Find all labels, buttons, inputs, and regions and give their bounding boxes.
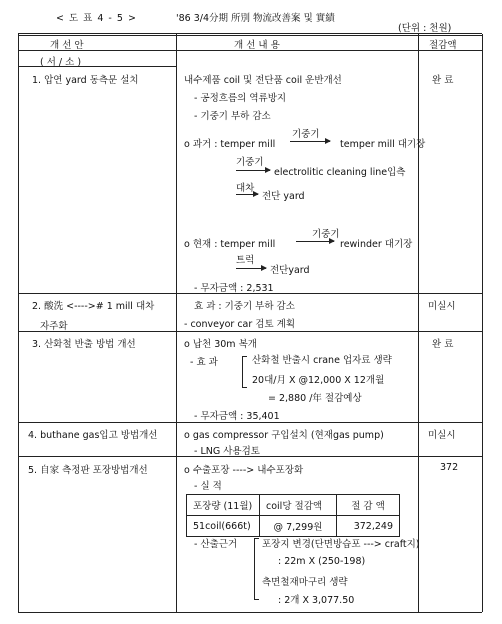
row1-present-label: o 현재 : temper mill	[184, 239, 276, 250]
row4-result: 미실시	[428, 430, 456, 441]
table-cell: 51coil(666t)	[187, 516, 260, 537]
table-row	[187, 516, 400, 537]
row5-result: 372	[440, 462, 459, 473]
row3-name: 3. 산화철 반출 방법 개선	[32, 339, 136, 350]
table-cell: @ 7,299원	[260, 516, 337, 537]
row5-basis-label: - 산출근거	[194, 539, 238, 550]
arrow4	[296, 241, 334, 242]
arrow4-label: 기중기	[312, 229, 340, 240]
row5-basis4: : 2개 X 3,077.50	[278, 595, 355, 606]
row4-line2: - LNG 사용검토	[194, 446, 260, 457]
row1-line2: - 공정흐름의 역류방지	[194, 93, 287, 104]
row1-result: 완 료	[432, 75, 454, 86]
row2-line1: 효 과 : 기중기 부하 감소	[194, 301, 295, 312]
table-cell: 372,249	[337, 516, 400, 537]
table-top-border	[18, 33, 482, 36]
row5-basis3: 측면철재마구리 생략	[262, 577, 348, 588]
table-row	[187, 495, 400, 516]
table-header-cell: coil당 절감액	[260, 495, 337, 516]
arrow3	[236, 194, 258, 195]
arrow5	[236, 268, 266, 269]
row1-present-dest2: 전단yard	[270, 265, 310, 276]
row5-line2: - 실 적	[194, 481, 222, 492]
row5-basis2: : 22m X (250-198)	[278, 556, 366, 567]
arrow2-label: 기중기	[236, 157, 264, 168]
row1-line3: - 기중기 부하 감소	[194, 111, 271, 122]
header-improvement-content: 개 선 내 용	[234, 40, 280, 51]
row3-effect3: = 2,880 /年 절감예상	[268, 393, 362, 404]
row1-past-label: o 과거 : temper mill	[184, 139, 276, 150]
table-label: < 도 표 4 - 5 >	[56, 13, 137, 24]
arrow3-label: 대차	[236, 183, 255, 194]
table-right-border	[482, 34, 483, 612]
row2-line2: - conveyor car 검토 계획	[184, 319, 296, 330]
section-label: ( 서 / 소 )	[40, 57, 82, 68]
row4-line1: o gas compressor 구입설치 (현재gas pump)	[184, 430, 384, 441]
row1-line1: 내수제품 coil 및 전단품 coil 운반개선	[184, 75, 342, 86]
row2-result: 미실시	[428, 301, 456, 312]
table-header-cell: 절 감 액	[337, 495, 400, 516]
row1-name: 1. 압연 yard 동측문 설치	[32, 75, 139, 86]
row5-basis-brace	[254, 538, 259, 600]
table-left-border	[18, 34, 19, 612]
row3-effect-label: - 효 과	[190, 357, 218, 368]
row3-effect1: 산화철 반출시 crane 업자료 생략	[252, 355, 392, 366]
table-bottom-border	[18, 612, 482, 613]
unit-note: (단위 : 천원)	[398, 23, 452, 34]
document-title: '86 3/4分期 所別 物流改善案 및 實績	[176, 13, 335, 24]
column-divider-1	[176, 34, 177, 612]
row5-line1: o 수출포장 ----> 내수포장화	[184, 465, 304, 476]
row3-effect2: 20대/月 X @12,000 X 12개월	[252, 375, 385, 386]
row2-bottom-border	[18, 331, 482, 332]
row1-past-dest3: 전단 yard	[262, 191, 305, 202]
row2-name-cont: 자주화	[40, 321, 68, 332]
column-divider-2	[418, 34, 419, 612]
arrow2	[236, 170, 270, 171]
header-improvement-plan: 개 선 안	[50, 40, 84, 51]
table-header-cell: 포장량 (11월)	[187, 495, 260, 516]
row3-line1: o 납천 30m 복개	[184, 339, 257, 350]
arrow1-label: 기중기	[292, 129, 320, 140]
row2-name: 2. 酸洗 <----># 1 mill 대차	[32, 301, 155, 312]
row5-name: 5. 自家 측정판 포장방법개선	[28, 465, 148, 476]
header-savings: 절감액	[429, 40, 457, 51]
row5-basis1: 포장지 변경(단면방습포 ---> craft지)	[262, 539, 420, 550]
row3-result: 완 료	[432, 339, 454, 350]
packing-results-table	[186, 494, 400, 537]
row3-cost: - 무자금액 : 35,401	[194, 411, 280, 422]
row4-name: 4. buthane gas입고 방법개선	[28, 430, 158, 441]
row1-past-dest1: temper mill 대기장	[340, 139, 426, 150]
row1-present-dest1: rewinder 대기장	[340, 239, 413, 250]
row1-cost: - 무자금액 : 2,531	[194, 283, 274, 294]
row1-past-dest2: electrolitic cleaning line입측	[274, 167, 406, 178]
row3-bottom-border	[18, 422, 482, 423]
arrow1	[290, 141, 330, 142]
arrow5-label: 트럭	[236, 255, 255, 266]
row3-effect-brace	[242, 356, 247, 388]
